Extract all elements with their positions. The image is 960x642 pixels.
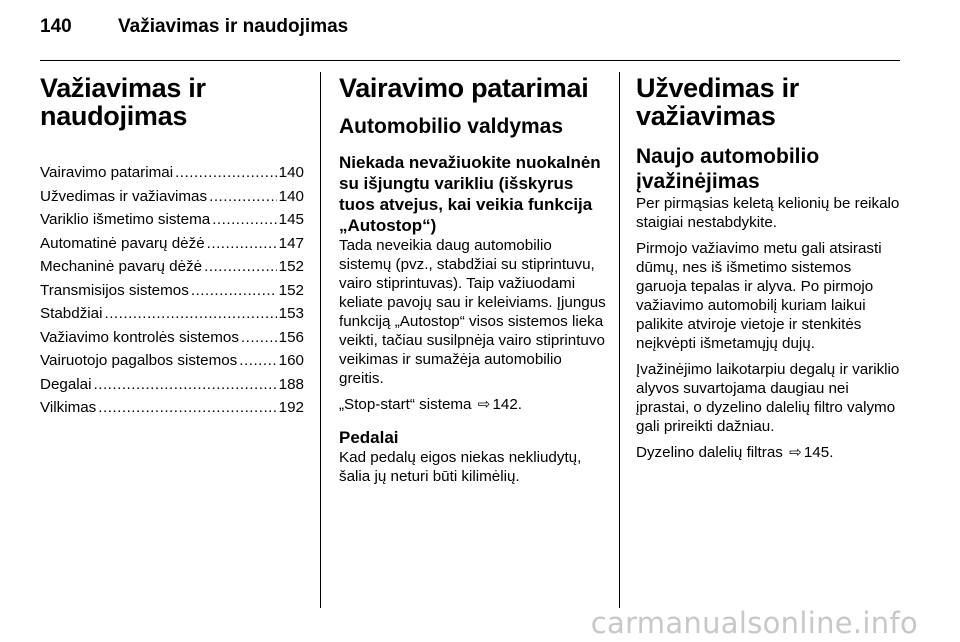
toc-leader-dots bbox=[207, 235, 277, 252]
toc-entry[interactable] bbox=[40, 329, 304, 353]
toc-leader-dots bbox=[241, 329, 277, 346]
paragraph-pedals: Kad pedalų eigos niekas nekliudytų, šalia jų neturi būti kilimėlių. bbox=[339, 449, 582, 485]
toc-entry-label: Vilkimas bbox=[40, 399, 97, 416]
paragraph-braking: Per pirmąsias keletą kelionių be reikalo staigiai nestabdykite. bbox=[636, 195, 900, 231]
toc-leader-dots bbox=[191, 282, 277, 299]
toc-entry-page: 140 bbox=[278, 164, 304, 181]
subtitle-vehicle-control: Automobilio valdymas bbox=[339, 115, 564, 138]
toc-entry[interactable] bbox=[40, 188, 304, 212]
toc-entry-page: 145 bbox=[278, 211, 304, 228]
column-driving-tips bbox=[339, 74, 607, 486]
toc-leader-dots bbox=[239, 352, 276, 369]
reference-diesel-filter[interactable] bbox=[636, 443, 906, 462]
column-divider-1 bbox=[320, 72, 321, 608]
page-ref-arrow-icon: ⇨ bbox=[789, 444, 802, 461]
toc-entry-label: Stabdžiai bbox=[40, 305, 103, 322]
reference-page: 142. bbox=[492, 396, 523, 413]
header-rule bbox=[40, 60, 900, 61]
toc-entry-label: Degalai bbox=[40, 375, 92, 393]
toc-entry[interactable] bbox=[40, 164, 304, 188]
toc-leader-dots bbox=[104, 305, 276, 322]
toc-entry-page: 147 bbox=[278, 234, 304, 252]
toc-entry-page: 156 bbox=[278, 328, 304, 346]
toc-entry-label: Transmisijos sistemos bbox=[40, 281, 189, 299]
subtitle-running-in: Naujo automobilio įvažinėjimas bbox=[636, 145, 820, 193]
section-title-driving-tips: Vairavimo patarimai bbox=[339, 73, 589, 103]
toc-leader-dots bbox=[204, 258, 277, 275]
toc-entry-label: Užvedimas ir važiavimas bbox=[40, 187, 208, 205]
column-divider-2 bbox=[619, 72, 620, 608]
paragraph-engine-off: Tada neveikia daug automobilio sistemų (pvz., stabdžiai su stiprintuvu, vairo stiprintuvas). Taip važiuodami keliate pavojų sau ir keleiviams. Įjungus funkciją „Autostop“ visos sistemos lieka veikti, tačiau susilpnėja vairo stiprintuvo veikimas ir sumažėja automobilio greitis. bbox=[339, 237, 606, 387]
toc-entry-page: 153 bbox=[278, 305, 304, 322]
page-ref-arrow-icon: ⇨ bbox=[477, 396, 491, 413]
toc-entry-page: 140 bbox=[278, 187, 304, 205]
subhead-pedals: Pedalai bbox=[339, 428, 399, 447]
paragraph-smoke: Pirmojo važiavimo metu gali atsirasti dūmų, nes iš išmetimo sistemos garuoja tepalas ir alyva. Po pirmojo važiavimo automobilį kuriam laikui palikite atviroje vietoje ir stenkitės neįkvėpti išmetamųjų dujų. bbox=[636, 240, 882, 352]
toc-entry-page: 188 bbox=[278, 375, 304, 393]
toc-leader-dots bbox=[175, 164, 277, 181]
running-title: Važiavimas ir naudojimas bbox=[118, 16, 349, 37]
toc-entry-label: Automatinė pavarų dėžė bbox=[40, 234, 205, 252]
subhead-engine-off: Niekada nevažiuokite nuokalnėn su išjungtu varikliu (išskyrus tuos atvejus, kai veikia funkcija „Autostop“) bbox=[339, 153, 601, 235]
toc-entry[interactable] bbox=[40, 235, 304, 259]
table-of-contents bbox=[40, 164, 304, 423]
watermark: carmanualsonline.info bbox=[590, 606, 918, 640]
section-title-starting: Užvedimas ir važiavimas bbox=[636, 73, 799, 131]
reference-stop-start[interactable] bbox=[339, 395, 607, 414]
toc-entry-page: 152 bbox=[278, 258, 304, 275]
page-number: 140 bbox=[40, 16, 72, 37]
toc-entry-page: 160 bbox=[278, 352, 304, 369]
toc-entry-label: Variklio išmetimo sistema bbox=[40, 211, 211, 228]
paragraph-consumption: Įvažinėjimo laikotarpiu degalų ir variklio alyvos suvartojama daugiau nei įprastai, o dyzelino dalelių filtro valymo gali prireikti dažniau. bbox=[636, 361, 900, 435]
reference-page: 145. bbox=[803, 444, 834, 461]
toc-entry[interactable] bbox=[40, 352, 304, 376]
toc-entry[interactable] bbox=[40, 258, 304, 282]
toc-entry-page: 152 bbox=[278, 281, 304, 299]
toc-entry[interactable] bbox=[40, 211, 304, 235]
page-header bbox=[40, 16, 348, 42]
toc-leader-dots bbox=[94, 376, 277, 393]
reference-text: Dyzelino dalelių filtras bbox=[636, 444, 783, 461]
chapter-title: Važiavimas ir naudojimas bbox=[40, 73, 206, 131]
toc-entry-label: Mechaninė pavarų dėžė bbox=[40, 258, 203, 275]
toc-entry[interactable] bbox=[40, 399, 304, 423]
toc-entry-label: Važiavimo kontrolės sistemos bbox=[40, 328, 239, 346]
column-toc bbox=[40, 74, 304, 423]
toc-entry[interactable] bbox=[40, 282, 304, 306]
toc-entry-label: Vairavimo patarimai bbox=[40, 164, 174, 181]
toc-leader-dots bbox=[98, 399, 276, 416]
column-starting bbox=[636, 74, 906, 462]
toc-entry-label: Vairuotojo pagalbos sistemos bbox=[40, 352, 238, 369]
toc-leader-dots bbox=[212, 211, 276, 228]
toc-entry[interactable] bbox=[40, 376, 304, 400]
toc-leader-dots bbox=[209, 188, 277, 205]
reference-text: „Stop-start“ sistema bbox=[339, 396, 472, 413]
toc-entry-page: 192 bbox=[278, 399, 304, 416]
toc-entry[interactable] bbox=[40, 305, 304, 329]
